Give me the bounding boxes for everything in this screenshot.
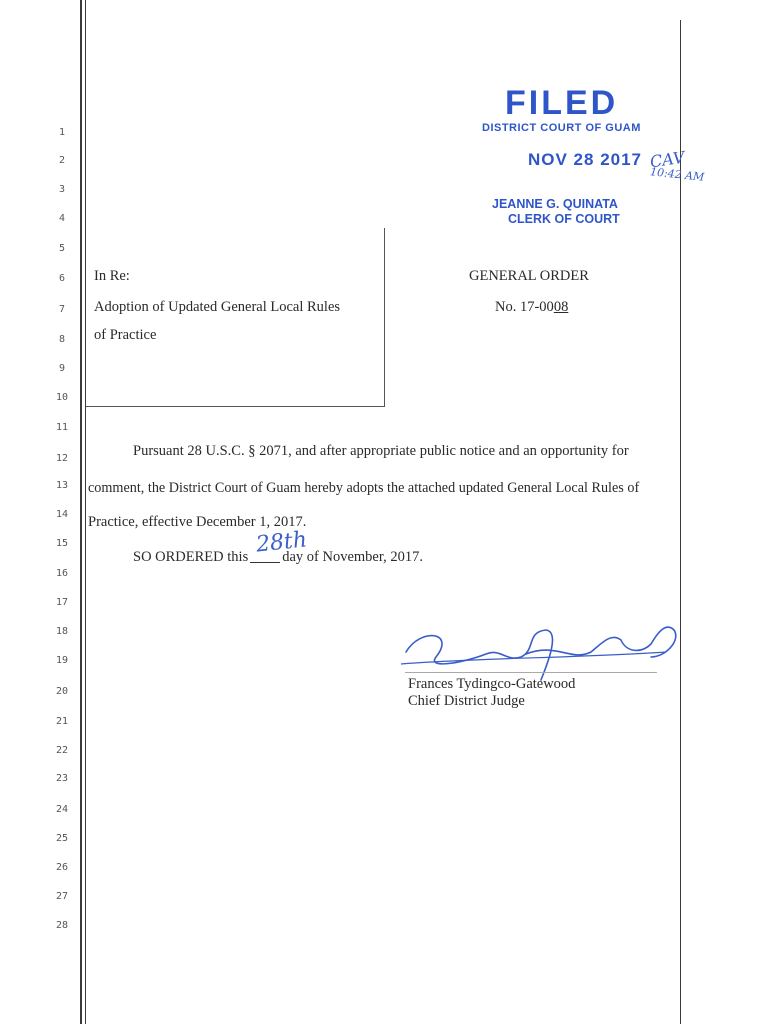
handwritten-time: 10:42 AM: [649, 165, 705, 184]
order-number-suffix: 08: [553, 299, 569, 315]
caption-subject-line2: of Practice: [94, 327, 157, 343]
signature-name: Frances Tydingco-Gatewood: [408, 676, 576, 692]
line-number: 18: [55, 626, 69, 637]
so-ordered-suffix: day of November, 2017.: [282, 549, 423, 565]
line-number: 7: [58, 304, 66, 315]
signature-line: [405, 672, 657, 673]
line-number: 27: [55, 891, 69, 902]
line-number: 12: [55, 453, 69, 464]
line-number: 20: [55, 686, 69, 697]
caption-subject-line1: Adoption of Updated General Local Rules: [94, 299, 341, 315]
order-title: GENERAL ORDER: [469, 268, 589, 284]
line-number: 19: [55, 655, 69, 666]
caption-in-re: In Re:: [94, 268, 130, 284]
line-number: 24: [55, 804, 69, 815]
so-ordered-prefix: SO ORDERED this: [133, 549, 249, 565]
left-margin-rule-outer: [80, 0, 82, 1024]
line-number: 17: [55, 597, 69, 608]
handwritten-initials: CAV: [648, 147, 686, 172]
line-number: 5: [58, 243, 66, 254]
stamp-clerk-name: JEANNE G. QUINATA: [492, 197, 618, 211]
line-number: 9: [58, 363, 66, 374]
line-number: 3: [58, 184, 66, 195]
line-number: 13: [55, 480, 69, 491]
body-para1-line1: Pursuant 28 U.S.C. § 2071, and after appropriate public notice and an opportunity for: [133, 443, 629, 459]
stamp-date: NOV 28 2017: [528, 150, 643, 169]
so-ordered-day-blank: [250, 562, 280, 563]
stamp-clerk-title: CLERK OF COURT: [508, 212, 620, 226]
line-number: 4: [58, 213, 66, 224]
stamp-court-name: DISTRICT COURT OF GUAM: [482, 122, 641, 134]
line-number: 23: [55, 773, 69, 784]
line-number: 8: [58, 334, 66, 345]
line-number: 25: [55, 833, 69, 844]
line-number: 10: [55, 392, 69, 403]
line-number: 21: [55, 716, 69, 727]
line-number: 22: [55, 745, 69, 756]
line-number: 6: [58, 273, 66, 284]
line-number: 2: [58, 155, 66, 166]
stamp-filed-word: FILED: [505, 84, 619, 122]
line-number: 16: [55, 568, 69, 579]
body-para1-line3: Practice, effective December 1, 2017.: [88, 514, 307, 530]
line-number: 14: [55, 509, 69, 520]
line-number: 26: [55, 862, 69, 873]
signature-title: Chief District Judge: [408, 693, 525, 709]
line-number: 15: [55, 538, 69, 549]
handwritten-day: 28th: [254, 527, 309, 558]
body-para1-line2: comment, the District Court of Guam hereby adopts the attached updated General Local Rules of: [88, 480, 640, 496]
left-margin-rule-inner: [85, 0, 86, 1024]
caption-box: [86, 228, 385, 407]
order-number-prefix: No. 17-00: [495, 299, 554, 315]
order-number: [495, 299, 568, 316]
line-number: 28: [55, 920, 69, 931]
line-number: 11: [55, 422, 69, 433]
line-number: 1: [58, 127, 66, 138]
